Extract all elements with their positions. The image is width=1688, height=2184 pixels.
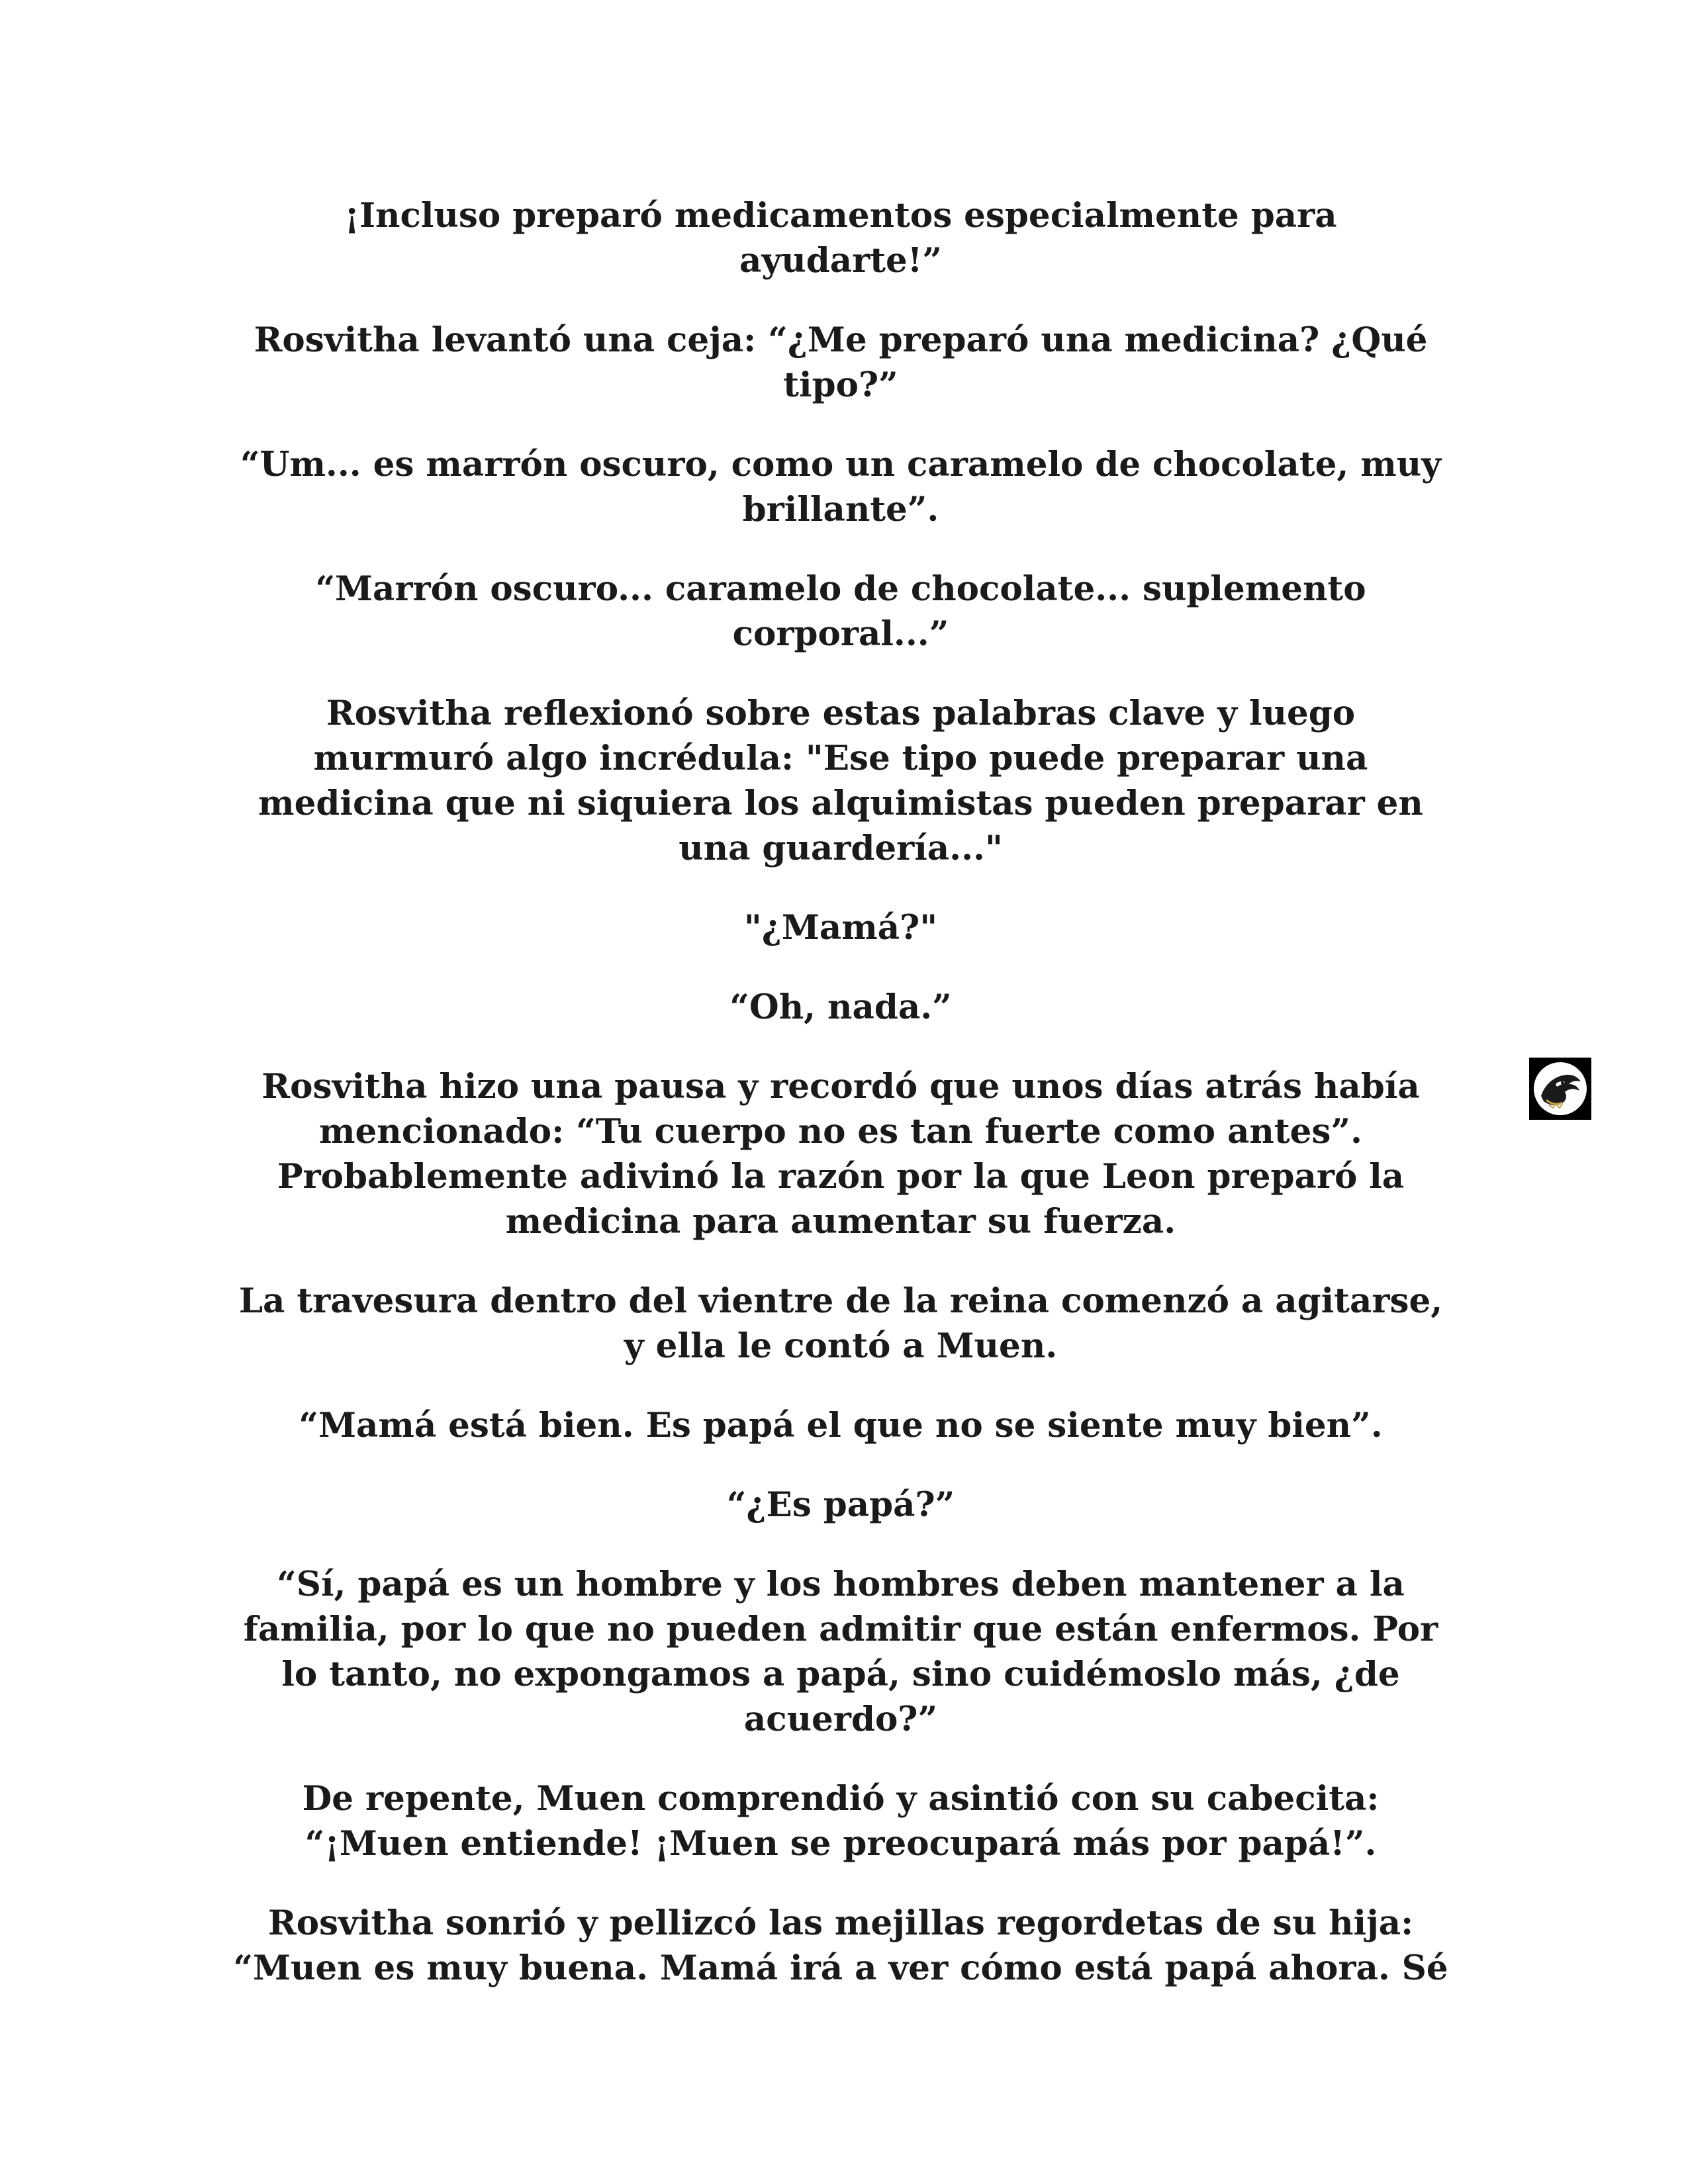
text-line: “¿Es papá?” bbox=[726, 1485, 955, 1525]
paragraph bbox=[218, 1901, 1463, 1991]
text-line: Rosvitha levantó una ceja: “¿Me preparó una medicina? ¿Qué bbox=[254, 320, 1428, 360]
text-line: medicina que ni siquiera los alquimistas pueden preparar en bbox=[258, 784, 1423, 823]
text-line: lo tanto, no expongamos a papá, sino cuidémoslo más, ¿de bbox=[281, 1655, 1400, 1694]
text-line: corporal...” bbox=[732, 614, 949, 654]
paragraph bbox=[218, 1064, 1463, 1244]
text-line: Probablemente adivinó la razón por la que Leon preparó la bbox=[277, 1157, 1405, 1197]
paragraph bbox=[218, 1776, 1463, 1866]
text-line: “Oh, nada.” bbox=[729, 987, 952, 1027]
text-line: ayudarte!” bbox=[739, 241, 943, 281]
text-line: "¿Mamá?" bbox=[743, 908, 938, 948]
text-line: “¡Muen entiende! ¡Muen se preocupará más por papá!”. bbox=[305, 1824, 1377, 1864]
paragraph bbox=[218, 442, 1463, 532]
paragraph bbox=[218, 1562, 1463, 1742]
text-line: murmuró algo incrédula: "Ese tipo puede preparar una bbox=[313, 739, 1368, 778]
dragon-head-icon bbox=[1529, 1058, 1591, 1120]
text-line: brillante”. bbox=[742, 490, 939, 529]
text-line: “Um... es marrón oscuro, como un caramelo de chocolate, muy bbox=[240, 445, 1442, 484]
paragraph bbox=[218, 905, 1463, 950]
watermark-logo bbox=[1529, 1058, 1591, 1120]
text-line: una guardería..." bbox=[679, 829, 1003, 868]
text-line: “Sí, papá es un hombre y los hombres deben mantener a la bbox=[277, 1565, 1405, 1604]
text-line: Rosvitha reflexionó sobre estas palabras clave y luego bbox=[326, 694, 1356, 733]
paragraph bbox=[218, 1403, 1463, 1448]
paragraph bbox=[218, 318, 1463, 408]
text-line: tipo?” bbox=[783, 365, 898, 405]
text-line: ¡Incluso preparó medicamentos especialmente para bbox=[344, 196, 1337, 236]
text-line: medicina para aumentar su fuerza. bbox=[505, 1202, 1176, 1242]
text-line: Rosvitha sonrió y pellizcó las mejillas regordetas de su hija: bbox=[267, 1903, 1414, 1943]
text-line: De repente, Muen comprendió y asintió con su cabecita: bbox=[302, 1779, 1380, 1819]
text-line: La travesura dentro del vientre de la reina comenzó a agitarse, bbox=[238, 1281, 1443, 1321]
text-line: y ella le contó a Muen. bbox=[624, 1326, 1058, 1366]
text-line: familia, por lo que no pueden admitir que están enfermos. Por bbox=[243, 1610, 1438, 1649]
text-line: Rosvitha hizo una pausa y recordó que unos días atrás había bbox=[261, 1067, 1420, 1107]
text-line: “Marrón oscuro... caramelo de chocolate... suplemento bbox=[315, 569, 1366, 609]
text-line: “Muen es muy buena. Mamá irá a ver cómo está papá ahora. Sé bbox=[233, 1948, 1448, 1988]
paragraph bbox=[218, 691, 1463, 871]
text-line: “Mamá está bien. Es papá el que no se siente muy bien”. bbox=[299, 1406, 1383, 1445]
text-line: mencionado: “Tu cuerpo no es tan fuerte como antes”. bbox=[319, 1112, 1362, 1152]
document-body bbox=[218, 193, 1463, 2025]
paragraph bbox=[218, 1482, 1463, 1527]
paragraph bbox=[218, 567, 1463, 657]
paragraph bbox=[218, 985, 1463, 1030]
text-line: acuerdo?” bbox=[743, 1700, 938, 1739]
paragraph bbox=[218, 1279, 1463, 1369]
paragraph bbox=[218, 193, 1463, 283]
